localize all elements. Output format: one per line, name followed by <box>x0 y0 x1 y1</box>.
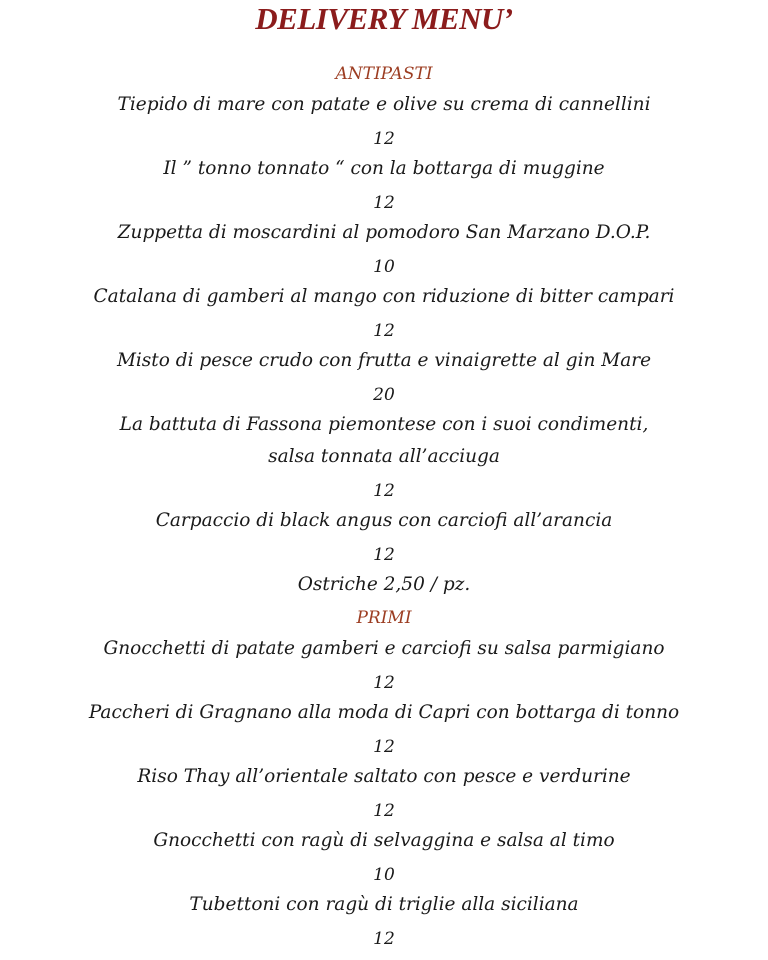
dish-name: Zuppetta di moscardini al pomodoro San Marzano D.O.P. <box>117 222 651 243</box>
dish-name: Paccheri di Gragnano alla moda di Capri con bottarga di tonno <box>88 702 680 723</box>
dish-name: Carpaccio di black angus con carciofi all’arancia <box>155 510 613 531</box>
dish-price: 20 <box>373 385 395 405</box>
section-heading-primi: PRIMI <box>356 608 412 628</box>
dish-price: 12 <box>373 481 395 501</box>
dish-name: Catalana di gamberi al mango con riduzione di bitter campari <box>93 286 675 307</box>
dish-price: 12 <box>373 545 395 565</box>
dish-price: 12 <box>373 193 395 213</box>
dish-price: 12 <box>373 673 395 693</box>
dish-name: Gnocchetti di patate gamberi e carciofi su salsa parmigiano <box>103 638 665 659</box>
dish-name-continued: salsa tonnata all’acciuga <box>268 446 500 467</box>
dish-price: 12 <box>373 737 395 757</box>
dish-name: Il ” tonno tonnato “ con la bottarga di muggine <box>163 158 605 179</box>
dish-name: Tiepido di mare con patate e olive su crema di cannellini <box>117 94 651 115</box>
dish-price: 12 <box>373 929 395 949</box>
dish-name: Riso Thay all’orientale saltato con pesce e verdurine <box>137 766 631 787</box>
dish-price: 10 <box>373 865 395 885</box>
dish-price: 12 <box>373 801 395 821</box>
dish-price: 10 <box>373 257 395 277</box>
dish-price: 12 <box>373 129 395 149</box>
dish-name: Ostriche 2,50 / pz. <box>297 574 471 595</box>
dish-name: Tubettoni con ragù di triglie alla siciliana <box>189 894 579 915</box>
dish-name: Misto di pesce crudo con frutta e vinaigrette al gin Mare <box>116 350 652 371</box>
section-heading-antipasti: ANTIPASTI <box>335 64 433 84</box>
menu-title: DELIVERY MENU’ <box>255 1 513 36</box>
dish-price: 12 <box>373 321 395 341</box>
dish-name: Gnocchetti con ragù di selvaggina e salsa al timo <box>153 830 615 851</box>
dish-name: La battuta di Fassona piemontese con i suoi condimenti, <box>119 414 649 435</box>
